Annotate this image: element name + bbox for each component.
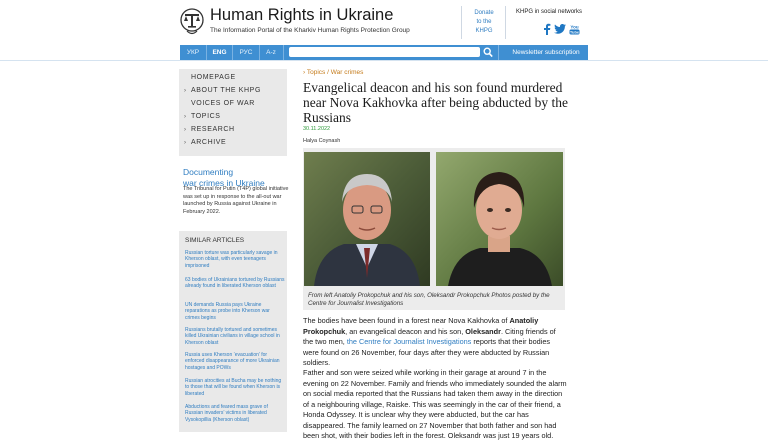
similar-article-link[interactable]: Russia uses Kherson ‘evacuation’ for enforced disappearance of more Ukrainian hostages and POWs [185,352,280,371]
khpg-logo-icon[interactable] [180,8,204,38]
breadcrumb [303,69,363,76]
menu-item-homepage[interactable]: HOMEPAGE [191,74,236,81]
menu-item-topics[interactable]: TOPICS [191,113,221,120]
chevron-right-icon: › [184,114,186,120]
centre-for-journalist-investigations-link[interactable]: the Centre for Journalist Investigations [346,337,472,346]
lang-ukr[interactable]: УКР [186,49,200,56]
svg-text:Tube: Tube [569,29,579,34]
similar-article-link[interactable]: Russian atrocities at Bucha may be nothing to those that will be found when Kherson is liberated [185,378,282,397]
similar-article-link[interactable]: UN demands Russia pays Ukraine reparations as probe into Kherson war crimes begins [185,302,270,321]
nav-underline [0,60,768,61]
similar-article-link[interactable]: Russian torture was particularly savage in Kherson oblast, with even teenagers imprisoned [185,250,278,269]
site-title[interactable]: Human Rights in Ukraine [210,6,394,24]
photo-caption: From left Anatoliy Prokopchuk and his son, Oleksandr Prokopchuk Photos posted by the Centre for Journalist Investigations [308,292,550,307]
breadcrumb-war-crimes[interactable]: War crimes [330,69,364,76]
header-divider [505,6,506,39]
documenting-title-line-2[interactable]: war crimes in Ukraine [183,178,265,188]
twitter-icon[interactable] [553,23,567,35]
donate-line-3[interactable]: KHPG [475,28,493,34]
lang-eng[interactable]: ENG [212,49,227,56]
chevron-right-icon: › [184,140,186,146]
paragraph-text: The bodies have been found in a forest near Nova Kakhovka of [303,316,510,325]
menu-item-archive[interactable]: ARCHIVE [191,139,227,146]
photo-oleksandr-prokopchuk [436,152,563,286]
lang-rus[interactable]: РУС [239,49,253,56]
article-paragraph-1 [303,316,567,369]
menu-item-research[interactable]: RESEARCH [191,126,235,133]
person-name-anatoliy: Anatoliy Prokopchuk [303,316,539,336]
article-author[interactable]: Halya Coynash [303,138,341,144]
documenting-description: The Tribunal for Putin (T4P) global initiative was set up in response to the all-out war launched by Russia against Ukraine in February 2022. [183,186,289,215]
similar-article-link[interactable]: Abductions and feared mass grave of Russian invaders’ victims in liberated Vysokopillia (Kherson oblast) [185,404,268,423]
donate-line-1[interactable]: Donate [474,10,494,16]
menu-item-voices-of-war[interactable]: VOICES OF WAR [191,100,255,107]
svg-text:You: You [569,24,579,29]
search-input[interactable] [289,47,480,57]
menu-item-about[interactable]: ABOUT THE KHPG [191,87,261,94]
article-title: Evangelical deacon and his son found murdered near Nova Kakhovka after being abducted by the Russians [303,80,569,125]
chevron-right-icon: › [184,88,186,94]
nav-divider [283,45,284,60]
paragraph-text: , an evangelical deacon and his son, [345,326,466,336]
donate-link[interactable] [472,9,496,36]
similar-article-link[interactable]: 63 bodies of Ukrainians tortured by Russians already found in liberated Kherson oblast [185,277,285,290]
social-title: KHPG in social networks [516,9,583,15]
documenting-title-line-1[interactable]: Documenting [183,167,234,177]
paragraph-text: . Citing friends of the two men, [303,326,556,346]
article-date: 30.11.2022 [303,126,331,132]
nav-divider [498,45,499,60]
donate-line-2[interactable]: to the [476,19,492,25]
alphabet-index[interactable]: A-z [266,49,276,56]
facebook-icon[interactable] [542,23,552,35]
header-divider [461,6,462,39]
similar-article-link[interactable]: Russians brutally tortured and sometimes killed Ukrainian civilians in village school in Kherson oblast [185,327,280,346]
breadcrumb-arrow: › [303,69,306,76]
newsletter-subscription-button[interactable]: Newsletter subscription [512,49,580,56]
site-subtitle: The Information Portal of the Kharkiv Human Rights Protection Group [210,27,410,34]
photo-anatoliy-prokopchuk [304,152,430,286]
chevron-right-icon: › [184,127,186,133]
paragraph-text: reports that their bodies were found on 26 November, four days after they were abducted by Russian soldiers. [303,337,551,367]
article-paragraph-2: Father and son were seized while working in their garage at around 7 in the evening on 22 November. Family and friends who immediately sounded the alarm on social media reported that the Russians had taken them away in the direction of a neighbouring village, Raiske. This was seemingly in the car of their friend, a Honda Odyssey. It is unclear why they were abducted, but the car has disappeared. The family learned on 27 November that both father and son had been shot, with their bodies left in the forest. Oleksandr was just 19 years old. [303,368,567,440]
person-name-oleksandr: Oleksandr [465,326,501,336]
search-icon[interactable] [483,47,493,58]
youtube-icon[interactable] [567,23,581,35]
breadcrumb-topics[interactable]: Topics [306,69,326,76]
similar-articles-title: SIMILAR ARTICLES [185,237,245,244]
breadcrumb-separator: / [327,69,329,76]
